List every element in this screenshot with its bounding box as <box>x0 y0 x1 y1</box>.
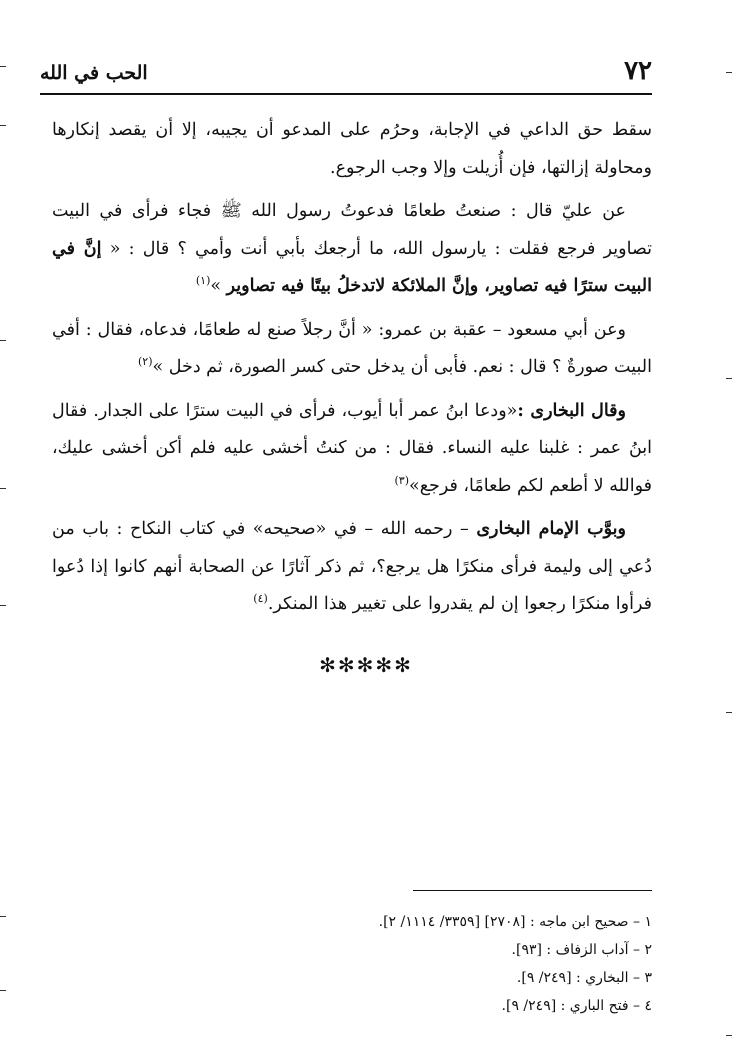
footnote-ref: (٣) <box>394 473 409 487</box>
text-segment: سقط حق الداعي في الإجابة، وحرُم على المدعو أن يجيبه، إلا أن يقصد إنكارها ومحاولة إزالتها، فإن أُزيلت وإلا وجب الرجوع. <box>52 120 652 178</box>
scan-margin-mark <box>726 1035 732 1036</box>
paragraph-3 <box>52 312 652 387</box>
paragraph-1 <box>52 112 652 187</box>
text-segment: عن عليّ قال : صنعتُ طعامًا فدعوتُ رسول الله ﷺ فجاء فرأى في البيت تصاوير فرجع فقلت : يارسول الله، ما أرجعك بأبي أنت وأمي ؟ قال : « <box>52 201 653 259</box>
footnote-ref: (٤) <box>253 592 268 606</box>
running-title: الحب في الله <box>40 62 148 84</box>
paragraph-4 <box>52 393 652 506</box>
scan-margin-mark <box>0 340 6 341</box>
scan-margin-mark <box>0 66 6 67</box>
scan-margin-mark <box>0 488 6 489</box>
footnote-ref: (٢) <box>137 355 153 369</box>
paragraph-5 <box>52 511 652 624</box>
text-segment: – رحمه الله – في «صحيحه» في كتاب النكاح : باب من دُعي إلى وليمة فرأى منكرًا هل يرجع؟، ثم ذكر آثارًا عن الصحابة أنهم كانوا إذا دُعوا فرأوا منكرًا رجعوا إن لم يقدروا على تغيير هذا المنكر. <box>52 519 652 614</box>
body-text <box>52 112 652 630</box>
footnote-1: ١ – صحيح ابن ماجه : [٢٧٠٨] [٣٣٥٩/ ١١١٤/ ٢]. <box>378 914 652 930</box>
scan-margin-mark <box>726 378 732 379</box>
scan-margin-mark <box>0 605 6 606</box>
scan-margin-mark <box>726 72 732 73</box>
scan-margin-mark <box>0 990 6 991</box>
footnote-4: ٤ – فتح الباري : [٢٤٩/ ٩]. <box>501 998 652 1014</box>
scan-margin-mark <box>0 125 6 126</box>
text-segment: » <box>210 276 227 296</box>
scan-margin-mark <box>0 916 6 917</box>
footnote-2: ٢ – آداب الزفاف : [٩٣]. <box>511 942 652 958</box>
section-separator: ✻✻✻✻✻ <box>319 653 413 677</box>
text-segment: «ودعا ابنُ عمر أبا أيوب، فرأى في البيت سترًا على الجدار. فقال ابنُ عمر : غلبنا عليه النساء. فقال : من كنتُ أخشى عليه فلم أكن أخشى عليك، فوالله لا أطعم لكم طعامًا، فرجع» <box>52 400 652 496</box>
header-rule <box>40 93 652 95</box>
emphasized-text: وقال البخارى : <box>517 400 626 421</box>
footnote-rule <box>413 890 652 891</box>
page-header <box>40 56 652 92</box>
text-segment: وعن أبي مسعود – عقبة بن عمرو: « أنَّ رجلاً صنع له طعامًا، فدعاه، فقال : أفي البيت صورةٌ ؟ قال : نعم. فأبى أن يدخل حتى كسر الصورة، ثم دخل » <box>52 319 652 377</box>
page-number: ٧٢ <box>624 56 652 86</box>
paragraph-2 <box>52 193 652 306</box>
footnote-3: ٣ – البخاري : [٢٤٩/ ٩]. <box>516 970 652 986</box>
scan-margin-mark <box>726 712 732 713</box>
emphasized-text: وبوَّب الإمام البخارى <box>476 519 626 539</box>
footnotes <box>52 908 652 1020</box>
emphasized-text: إنَّ في البيت سترًا فيه تصاوير، وإنَّ الملائكة لاتدخلُ بيتًا فيه تصاوير <box>52 238 652 296</box>
footnote-ref: (١) <box>195 274 211 288</box>
